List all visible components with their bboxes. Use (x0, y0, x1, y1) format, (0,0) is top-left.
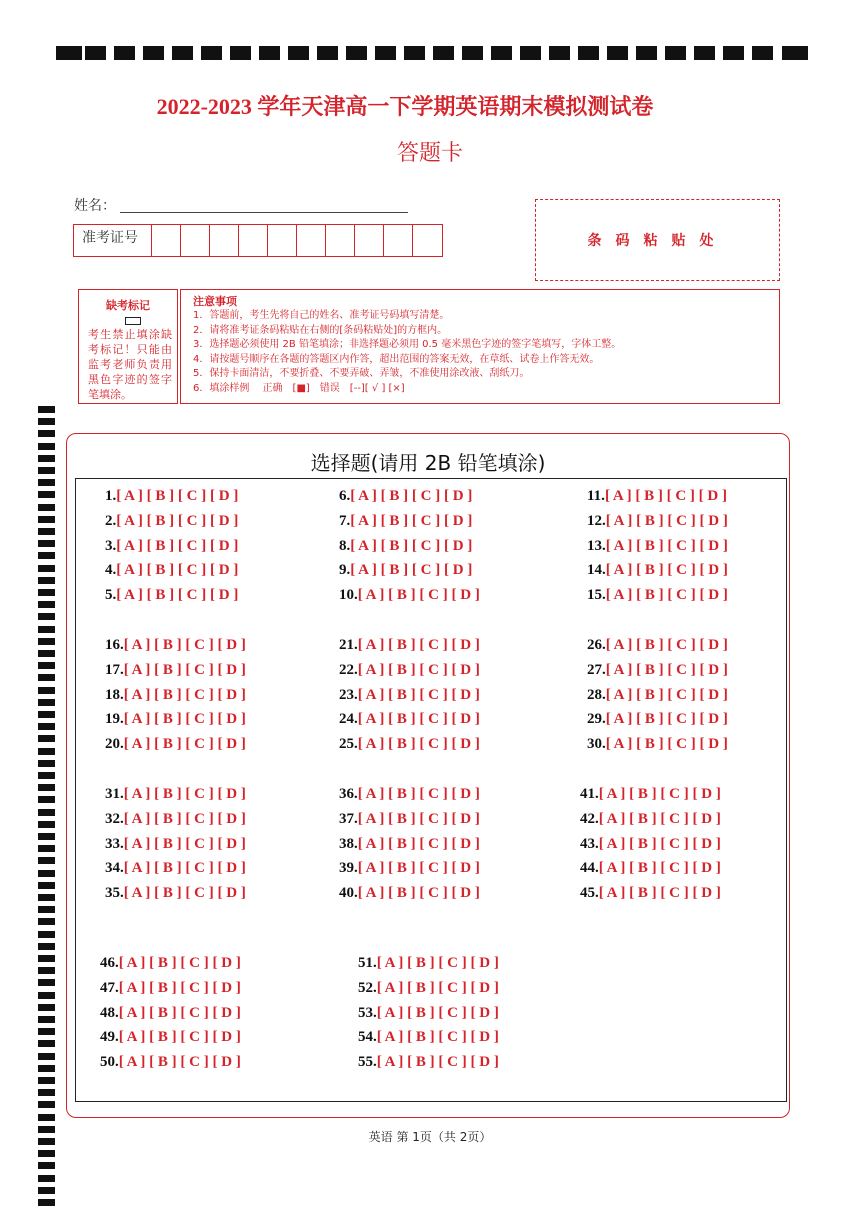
answer-bubbles[interactable]: [ A ] [ B ] [ C ] [ D ] (116, 587, 239, 604)
exam-number-cell[interactable] (384, 225, 413, 256)
question-11-options[interactable] (587, 488, 727, 505)
question-number: 24. (339, 711, 358, 728)
question-number: 20. (105, 736, 124, 753)
question-38-options[interactable] (339, 836, 480, 853)
question-number: 41. (580, 786, 599, 802)
question-number: 3. (105, 537, 117, 554)
answer-bubbles[interactable]: [ A ] [ B ] [ C ] [ D ] (123, 810, 246, 827)
answer-bubbles[interactable]: [ A ] [ B ] [ C ] [ D ] (123, 661, 246, 678)
question-number: 6. (339, 488, 351, 504)
question-number: 1. (105, 488, 117, 504)
question-number: 4. (105, 562, 117, 579)
exam-number-cell[interactable] (181, 225, 210, 256)
answer-bubbles[interactable]: [ A ] [ B ] [ C ] [ D ] (123, 711, 246, 728)
question-36-options[interactable] (339, 786, 480, 803)
answer-bubbles[interactable]: [ A ] [ B ] [ C ] [ D ] (123, 686, 246, 703)
question-number: 49. (100, 1029, 119, 1046)
question-number: 21. (339, 637, 358, 653)
answer-bubbles[interactable]: [ A ] [ B ] [ C ] [ D ] (357, 835, 480, 852)
question-8-options[interactable] (339, 538, 472, 555)
answer-bubbles[interactable]: [ A ] [ B ] [ C ] [ D ] (357, 885, 480, 902)
answer-bubbles[interactable]: [ A ] [ B ] [ C ] [ D ] (123, 736, 246, 753)
question-number: 2. (105, 512, 117, 529)
question-number: 47. (100, 979, 119, 996)
answer-bubbles[interactable]: [ A ] [ B ] [ C ] [ D ] (605, 587, 728, 604)
question-21-options[interactable] (339, 637, 480, 654)
answer-bubbles[interactable]: [ A ] [ B ] [ C ] [ D ] (116, 562, 239, 579)
answer-bubbles[interactable]: [ A ] [ B ] [ C ] [ D ] (598, 810, 721, 827)
answer-bubbles[interactable]: [ A ] [ B ] [ C ] [ D ] (605, 661, 728, 678)
question-number: 14. (587, 562, 606, 579)
question-31-options[interactable] (105, 786, 246, 803)
note-item: 5．保持卡面清洁，不要折叠、不要弄破、弄皱，不准使用涂改液、刮纸刀。 (193, 368, 530, 380)
question-number: 33. (105, 835, 124, 852)
answer-bubbles[interactable]: [ A ] [ B ] [ C ] [ D ] (605, 736, 728, 753)
answer-bubbles[interactable]: [ A ] [ B ] [ C ] [ D ] (605, 711, 728, 728)
question-39-options[interactable] (339, 860, 480, 877)
answer-bubbles[interactable]: [ A ] [ B ] [ C ] [ D ] (376, 1029, 499, 1046)
question-number: 23. (339, 686, 358, 703)
question-3-options[interactable] (105, 538, 238, 555)
question-number: 31. (105, 786, 124, 802)
question-number: 7. (339, 512, 351, 529)
question-number: 10. (339, 587, 358, 604)
note-item: 3．选择题必须使用 2B 铅笔填涂；非选择题必须用 0.5 毫米黑色字迹的签字笔填写，字体工整。 (193, 339, 622, 351)
question-number: 13. (587, 537, 606, 554)
page-subtitle: 答题卡 (396, 141, 463, 166)
absent-mark-box (78, 289, 178, 404)
note-item: 4．请按题号顺序在各题的答题区内作答，超出范围的答案无效，在草纸、试卷上作答无效。 (193, 353, 600, 365)
question-52-options[interactable] (358, 980, 499, 997)
answer-bubbles[interactable]: [ A ] [ B ] [ C ] [ D ] (118, 979, 241, 996)
question-number: 45. (580, 885, 599, 902)
question-number: 16. (105, 637, 124, 653)
absent-mark-bubble[interactable] (125, 317, 141, 325)
name-field[interactable] (120, 212, 408, 213)
question-number: 30. (587, 736, 606, 753)
question-number: 27. (587, 661, 606, 678)
note-item: 6．填涂样例 正确 [■] 错误 [--][ √ ] [×] (193, 382, 405, 394)
answer-bubbles[interactable]: [ A ] [ B ] [ C ] [ D ] (123, 637, 246, 653)
question-number: 28. (587, 686, 606, 703)
question-2-options[interactable] (105, 513, 238, 530)
question-27-options[interactable] (587, 662, 728, 679)
page-footer: 英语 第 1页（共 2页） (368, 1130, 492, 1144)
question-10-options[interactable] (339, 587, 480, 604)
exam-number-field[interactable] (73, 224, 443, 257)
answer-bubbles[interactable]: [ A ] [ B ] [ C ] [ D ] (605, 512, 728, 529)
question-47-options[interactable] (100, 980, 241, 997)
answer-bubbles[interactable]: [ A ] [ B ] [ C ] [ D ] (357, 711, 480, 728)
question-37-options[interactable] (339, 811, 480, 828)
question-34-options[interactable] (105, 860, 246, 877)
question-24-options[interactable] (339, 711, 480, 728)
question-35-options[interactable] (105, 885, 246, 902)
question-22-options[interactable] (339, 662, 480, 679)
question-51-options[interactable] (358, 955, 499, 972)
question-46-options[interactable] (100, 955, 241, 972)
question-number: 52. (358, 979, 377, 996)
question-number: 55. (358, 1054, 377, 1071)
question-number: 19. (105, 711, 124, 728)
answer-bubbles[interactable]: [ A ] [ B ] [ C ] [ D ] (123, 786, 246, 802)
answer-bubbles[interactable]: [ A ] [ B ] [ C ] [ D ] (350, 488, 473, 504)
exam-number-cell[interactable] (268, 225, 297, 256)
question-12-options[interactable] (587, 513, 728, 530)
barcode-area: 条码粘贴处 (535, 199, 780, 281)
answer-bubbles[interactable]: [ A ] [ B ] [ C ] [ D ] (376, 1054, 499, 1071)
question-number: 43. (580, 835, 599, 852)
question-number: 54. (358, 1029, 377, 1046)
question-number: 39. (339, 860, 358, 877)
question-19-options[interactable] (105, 711, 246, 728)
note-item: 1．答题前，考生先将自己的姓名、准考证号码填写清楚。 (193, 310, 450, 321)
answer-bubbles[interactable]: [ A ] [ B ] [ C ] [ D ] (376, 979, 499, 996)
question-49-options[interactable] (100, 1029, 241, 1046)
answer-bubbles[interactable]: [ A ] [ B ] [ C ] [ D ] (376, 1004, 499, 1021)
answer-bubbles[interactable]: [ A ] [ B ] [ C ] [ D ] (118, 955, 241, 971)
question-26-options[interactable] (587, 637, 728, 654)
question-25-options[interactable] (339, 736, 480, 753)
exam-number-cell[interactable] (210, 225, 239, 256)
answer-bubbles[interactable]: [ A ] [ B ] [ C ] [ D ] (598, 885, 721, 902)
question-number: 46. (100, 955, 119, 971)
question-16-options[interactable] (105, 637, 246, 654)
question-15-options[interactable] (587, 587, 728, 604)
question-number: 40. (339, 885, 358, 902)
answer-bubbles[interactable]: [ A ] [ B ] [ C ] [ D ] (357, 686, 480, 703)
exam-number-cell[interactable] (239, 225, 268, 256)
question-55-options[interactable] (358, 1054, 499, 1071)
question-43-options[interactable] (580, 836, 721, 853)
question-41-options[interactable] (580, 786, 721, 803)
answer-bubbles[interactable]: [ A ] [ B ] [ C ] [ D ] (118, 1029, 241, 1046)
answer-bubbles[interactable]: [ A ] [ B ] [ C ] [ D ] (350, 537, 473, 554)
answer-bubbles[interactable]: [ A ] [ B ] [ C ] [ D ] (357, 637, 480, 653)
answer-bubbles[interactable]: [ A ] [ B ] [ C ] [ D ] (605, 562, 728, 579)
question-50-options[interactable] (100, 1054, 241, 1071)
question-30-options[interactable] (587, 736, 728, 753)
answer-bubbles[interactable]: [ A ] [ B ] [ C ] [ D ] (118, 1004, 241, 1021)
question-number: 36. (339, 786, 358, 802)
question-number: 26. (587, 637, 606, 653)
question-number: 29. (587, 711, 606, 728)
question-53-options[interactable] (358, 1005, 499, 1022)
answer-bubbles[interactable]: [ A ] [ B ] [ C ] [ D ] (116, 537, 239, 554)
question-29-options[interactable] (587, 711, 728, 728)
question-23-options[interactable] (339, 687, 480, 704)
answer-bubbles[interactable]: [ A ] [ B ] [ C ] [ D ] (605, 686, 728, 703)
question-6-options[interactable] (339, 488, 472, 505)
question-9-options[interactable] (339, 562, 472, 579)
question-17-options[interactable] (105, 662, 246, 679)
exam-number-label: 准考证号 (74, 225, 152, 256)
answer-bubbles[interactable]: [ A ] [ B ] [ C ] [ D ] (598, 860, 721, 877)
question-4-options[interactable] (105, 562, 238, 579)
question-number: 25. (339, 736, 358, 753)
absent-title: 缺考标记 (106, 299, 150, 312)
exam-number-cell[interactable] (355, 225, 384, 256)
answer-bubbles[interactable]: [ A ] [ B ] [ C ] [ D ] (123, 835, 246, 852)
answer-bubbles[interactable]: [ A ] [ B ] [ C ] [ D ] (123, 885, 246, 902)
question-18-options[interactable] (105, 687, 246, 704)
answer-bubbles[interactable]: [ A ] [ B ] [ C ] [ D ] (357, 810, 480, 827)
question-number: 9. (339, 562, 351, 579)
question-number: 17. (105, 661, 124, 678)
question-13-options[interactable] (587, 538, 728, 555)
question-40-options[interactable] (339, 885, 480, 902)
question-number: 8. (339, 537, 351, 554)
exam-number-cell[interactable] (297, 225, 326, 256)
notes-title: 注意事项 (193, 295, 237, 308)
question-33-options[interactable] (105, 836, 246, 853)
answer-bubbles[interactable]: [ A ] [ B ] [ C ] [ D ] (604, 488, 727, 504)
question-32-options[interactable] (105, 811, 246, 828)
question-20-options[interactable] (105, 736, 246, 753)
answer-bubbles[interactable]: [ A ] [ B ] [ C ] [ D ] (605, 537, 728, 554)
answer-bubbles[interactable]: [ A ] [ B ] [ C ] [ D ] (118, 1054, 241, 1071)
question-28-options[interactable] (587, 687, 728, 704)
answer-bubbles[interactable]: [ A ] [ B ] [ C ] [ D ] (357, 736, 480, 753)
answer-bubbles[interactable]: [ A ] [ B ] [ C ] [ D ] (116, 488, 239, 504)
question-number: 53. (358, 1004, 377, 1021)
answer-bubbles[interactable]: [ A ] [ B ] [ C ] [ D ] (123, 860, 246, 877)
question-7-options[interactable] (339, 513, 472, 530)
answer-bubbles[interactable]: [ A ] [ B ] [ C ] [ D ] (350, 512, 473, 529)
question-1-options[interactable] (105, 488, 238, 505)
answer-bubbles[interactable]: [ A ] [ B ] [ C ] [ D ] (357, 587, 480, 604)
question-number: 34. (105, 860, 124, 877)
exam-number-cell[interactable] (413, 225, 442, 256)
question-number: 50. (100, 1054, 119, 1071)
answer-bubbles[interactable]: [ A ] [ B ] [ C ] [ D ] (598, 835, 721, 852)
note-item: 2．请将准考证条码粘贴在右侧的[条码粘贴处]的方框内。 (193, 324, 448, 336)
answer-bubbles[interactable]: [ A ] [ B ] [ C ] [ D ] (598, 786, 721, 802)
answer-bubbles[interactable]: [ A ] [ B ] [ C ] [ D ] (376, 955, 499, 971)
answer-bubbles[interactable]: [ A ] [ B ] [ C ] [ D ] (357, 786, 480, 802)
question-number: 18. (105, 686, 124, 703)
question-number: 37. (339, 810, 358, 827)
question-number: 42. (580, 810, 599, 827)
name-label: 姓名： (74, 198, 116, 214)
answer-bubbles[interactable]: [ A ] [ B ] [ C ] [ D ] (116, 512, 239, 529)
question-number: 44. (580, 860, 599, 877)
question-number: 51. (358, 955, 377, 971)
question-number: 5. (105, 587, 117, 604)
question-14-options[interactable] (587, 562, 728, 579)
question-48-options[interactable] (100, 1005, 241, 1022)
question-number: 35. (105, 885, 124, 902)
left-timing-marks (38, 406, 56, 1216)
question-number: 15. (587, 587, 606, 604)
answer-bubbles[interactable]: [ A ] [ B ] [ C ] [ D ] (357, 661, 480, 678)
question-number: 12. (587, 512, 606, 529)
answer-bubbles[interactable]: [ A ] [ B ] [ C ] [ D ] (357, 860, 480, 877)
absent-instructions: 考生禁止填涂缺考标记！只能由监考老师负责用黑色字迹的签字笔填涂。 (88, 328, 172, 401)
question-number: 32. (105, 810, 124, 827)
question-45-options[interactable] (580, 885, 721, 902)
answer-bubbles[interactable]: [ A ] [ B ] [ C ] [ D ] (350, 562, 473, 579)
question-44-options[interactable] (580, 860, 721, 877)
exam-number-cell[interactable] (152, 225, 181, 256)
multiple-choice-title: 选择题(请用 2B 铅笔填涂) (310, 451, 546, 475)
question-5-options[interactable] (105, 587, 238, 604)
answer-bubbles[interactable]: [ A ] [ B ] [ C ] [ D ] (605, 637, 728, 653)
exam-number-cell[interactable] (326, 225, 355, 256)
top-timing-marks (56, 46, 808, 62)
notes-box (180, 289, 780, 404)
question-number: 38. (339, 835, 358, 852)
question-number: 11. (587, 488, 605, 504)
question-54-options[interactable] (358, 1029, 499, 1046)
page-title: 2022-2023 学年天津高一下学期英语期末模拟测试卷 (156, 94, 654, 119)
question-42-options[interactable] (580, 811, 721, 828)
question-number: 48. (100, 1004, 119, 1021)
question-number: 22. (339, 661, 358, 678)
